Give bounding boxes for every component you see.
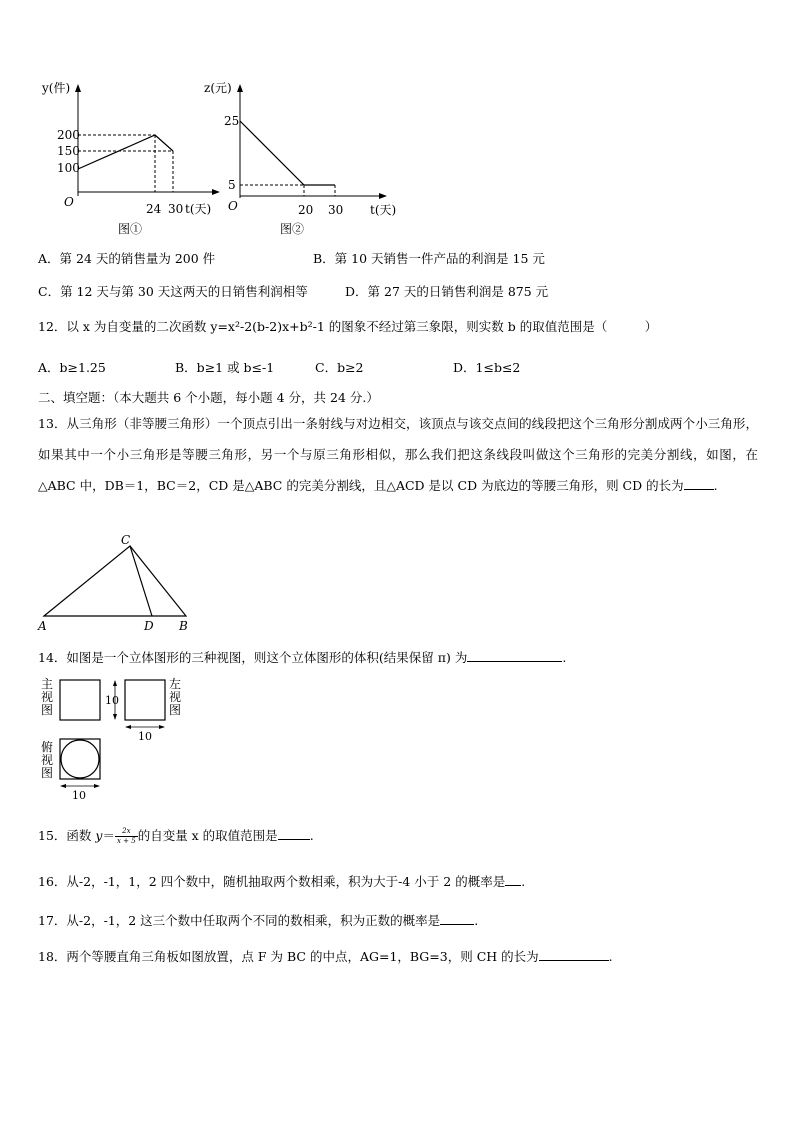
fig1-tick-150: 150 — [57, 144, 80, 158]
q15-fraction — [115, 827, 138, 846]
q14-top-dim-arrow-left — [60, 784, 66, 788]
q14-top-view-circle — [61, 740, 99, 778]
q15-denominator: x + 5 — [116, 837, 136, 845]
figure-1-sales-volume-graph — [38, 78, 228, 243]
q14-three-views-figure — [38, 674, 193, 802]
q12-option-d: D．1≤b≤2 — [453, 360, 521, 375]
q13-triangle-abc — [44, 546, 186, 616]
fig1-tick-24: 24 — [146, 202, 162, 216]
fig1-tick-30: 30 — [168, 202, 184, 216]
q14-front-label-3: 图 — [41, 703, 54, 717]
q14-top-label-1: 俯 — [41, 740, 54, 754]
q18-answer-blank[interactable] — [539, 948, 609, 961]
q14-front-view — [60, 680, 100, 720]
q13-question — [38, 408, 758, 501]
fig1-origin: O — [64, 195, 74, 209]
q14-side-dim: 10 — [138, 730, 152, 743]
fig1-data-line — [78, 135, 173, 169]
q18-question — [38, 947, 613, 965]
q11-option-c: C．第 12 天与第 30 天这两天的日销售利润相等 — [38, 284, 308, 299]
q14-side-label-1: 左 — [169, 677, 182, 691]
fig2-tick-30: 30 — [328, 203, 344, 217]
fig2-tick-20: 20 — [298, 203, 314, 217]
q14-top-dim: 10 — [72, 789, 86, 802]
q14-question — [38, 648, 566, 666]
fig1-y-axis-label: y(件) — [42, 81, 71, 95]
q14-front-label-2: 视 — [41, 690, 54, 704]
section-2-heading: 二、填空题：（本大题共 6 个小题，每小题 4 分，共 24 分.） — [38, 390, 379, 405]
fig2-x-axis-label: t(天) — [370, 203, 397, 217]
q15-text: 的自变量 x 的取值范围是 — [137, 828, 278, 843]
q12-option-c: C．b≥2 — [315, 360, 364, 375]
figure-2-unit-profit-graph — [204, 78, 410, 243]
q12-option-a: A．b≥1.25 — [38, 360, 106, 375]
q11-option-b: B．第 10 天销售一件产品的利润是 15 元 — [313, 251, 545, 266]
q14-top-label-3: 图 — [41, 766, 54, 780]
q17-question — [38, 911, 478, 929]
fig1-x-axis-arrow — [212, 189, 220, 195]
q11-option-d: D．第 27 天的日销售利润是 875 元 — [345, 284, 549, 299]
q14-top-view-square — [60, 739, 100, 779]
q17-answer-blank[interactable] — [440, 912, 474, 925]
q13-end: . — [713, 478, 718, 493]
fig2-caption: 图② — [280, 222, 305, 236]
q16-end: . — [521, 874, 526, 889]
q14-front-dim: 10 — [105, 694, 119, 707]
q15-answer-blank[interactable] — [278, 827, 310, 840]
q14-text: 14．如图是一个立体图形的三种视图，则这个立体图形的体积(结果保留 π) 为 — [38, 650, 468, 665]
q14-side-label-3: 图 — [169, 703, 182, 717]
q14-front-dim-arrow-top — [113, 680, 117, 686]
q15-end: . — [309, 828, 314, 843]
q12-stem: 12．以 x 为自变量的二次函数 y=x²-2(b-2)x+b²-1 的图象不经过第三象限，则实数 b 的取值范围是（ ） — [38, 319, 658, 334]
q13-label-a: A — [38, 619, 47, 633]
q11-option-a: A．第 24 天的销售量为 200 件 — [38, 251, 216, 266]
fig1-tick-200: 200 — [57, 128, 80, 142]
q14-side-dim-arrow-left — [125, 725, 131, 729]
q15-y: y — [95, 828, 103, 843]
q16-answer-blank[interactable] — [505, 873, 521, 886]
fig2-y-axis-arrow — [237, 84, 243, 92]
q13-triangle-figure — [36, 534, 196, 634]
fig2-tick-25: 25 — [224, 114, 240, 128]
q13-label-d: D — [144, 619, 154, 633]
q14-answer-blank[interactable] — [467, 649, 562, 662]
q17-end: . — [474, 913, 479, 928]
q13-text: 13．从三角形（非等腰三角形）一个顶点引出一条射线与对边相交，该顶点与该交点间的线段把这个三角形分割成两个小三角形，如果其中一个小三角形是等腰三角形，另一个与原三角形相似，那么我们把这条线段叫做这个三角形的完美分割线，如图，在△ABC 中，DB＝1，BC＝2，CD 是△ABC 的完美分割线，且△ACD 是以 CD 为底边的等腰三角形，则 CD 的长为 — [38, 416, 758, 493]
q16-question — [38, 872, 525, 890]
q14-side-dim-arrow-right — [159, 725, 165, 729]
q18-text: 18．两个等腰直角三角板如图放置，点 F 为 BC 的中点，AG=1，BG=3，则 CH 的长为 — [38, 949, 539, 964]
fig2-data-line — [240, 121, 335, 185]
q17-text: 17．从-2，-1，2 这三个数中任取两个不同的数相乘，积为正数的概率是 — [38, 913, 441, 928]
q15-prefix: 15．函数 — [38, 828, 96, 843]
fig2-y-axis-label: z(元) — [204, 81, 232, 95]
q14-front-dim-arrow-bottom — [113, 714, 117, 720]
fig1-y-axis-arrow — [75, 84, 81, 92]
q16-text: 16．从-2，-1，1，2 四个数中，随机抽取两个数相乘，积为大于-4 小于 2 的概率是 — [38, 874, 506, 889]
fig1-caption: 图① — [118, 222, 143, 236]
q13-label-b: B — [179, 619, 188, 633]
fig2-x-axis-arrow — [379, 193, 387, 199]
q14-top-dim-arrow-right — [94, 784, 100, 788]
q15-question — [38, 826, 314, 846]
q14-front-label-1: 主 — [41, 677, 54, 691]
q14-side-view — [125, 680, 165, 720]
fig1-tick-100: 100 — [57, 161, 80, 175]
q14-top-label-2: 视 — [41, 753, 54, 767]
q13-label-c: C — [121, 533, 131, 547]
q15-numerator: 2x — [115, 827, 138, 837]
q12-option-b: B．b≥1 或 b≤-1 — [175, 360, 275, 375]
fig2-tick-5: 5 — [228, 178, 236, 192]
q18-end: . — [608, 949, 613, 964]
q15-equals: ＝ — [102, 828, 115, 843]
q13-answer-blank[interactable] — [684, 477, 714, 490]
q14-side-label-2: 视 — [169, 690, 182, 704]
q14-end: . — [562, 650, 567, 665]
q13-segment-cd — [130, 546, 152, 616]
fig1-x-axis-label: t(天) — [185, 202, 212, 216]
fig2-origin: O — [228, 199, 238, 213]
